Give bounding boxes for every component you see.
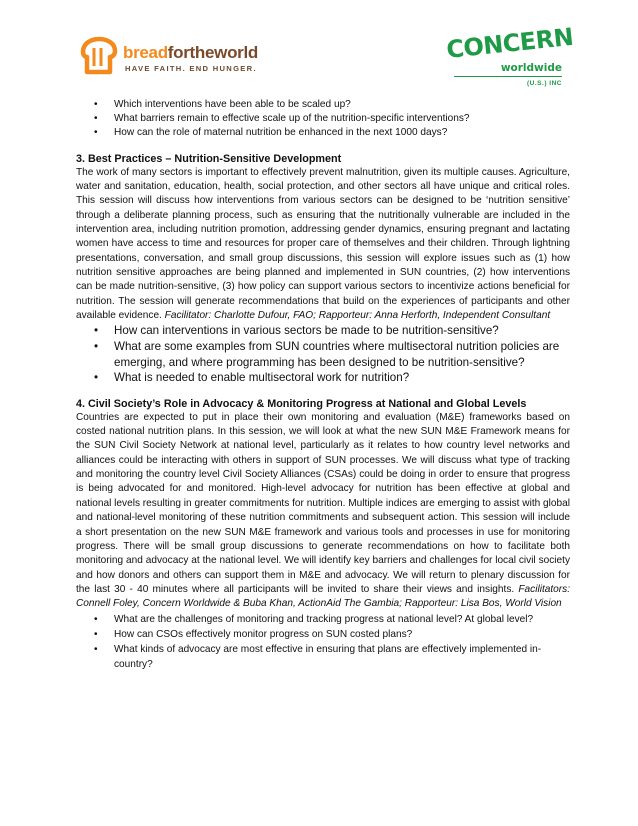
document-body [76, 98, 570, 672]
bread-for-the-world-logo [77, 34, 267, 80]
bftw-tagline: HAVE FAITH. END HUNGER. [125, 64, 257, 73]
section-4-bullet-list [76, 612, 570, 672]
section-3-body: The work of many sectors is important to effectively prevent malnutrition, given its multiple causes. Agriculture, water and sanitation, education, health, social protection, and other sectors all have unique and critical roles. This session will discuss how interventions from various sectors can be designed to be ‘nutrition sensitive’ through a deliberate planning process, such as ensuring that the nutritionally vulnerable are included in the intervention area, including nutrition promotion, addressing gender dynamics, ensuring pregnant and lactating women have access to time and resources for proper care of themselves and their children. Through lightning presentations, conversation, and small group discussions, this session will explore issues such as (1) how nutrition sensitive approaches are being planned and implemented in SUN countries, (2) how interventions can be made nutrition-sensitive, (3) how policy can support various sectors to incentivize actions beneficial for nutrition. The session will generate recommendations that build on the experiences of participants and other available evidence. Facilitator: Charlotte Dufour, FAO; Rapporteur: Anna Herforth, Independent Consultant [76, 166, 570, 322]
list-item: • Which interventions have been able to be scaled up? [76, 98, 570, 112]
intro-bullet-list [76, 98, 570, 141]
list-item: • What kinds of advocacy are most effective in ensuring that plans are effectively implemented in-country? [76, 642, 570, 672]
section-3-bullet-list [76, 323, 570, 385]
bftw-wordmark: breadfortheworld [123, 43, 258, 62]
list-item: • How can CSOs effectively monitor progress on SUN costed plans? [76, 627, 570, 642]
list-item: • What are some examples from SUN countries where multisectoral nutrition policies are emerging, and where programming has been designed to be nutrition-sensitive? [76, 339, 570, 370]
concern-divider [454, 76, 562, 77]
concern-subtitle: worldwide [500, 62, 562, 74]
concern-country: (U.S.) INC [527, 80, 562, 87]
bread-loaf-icon [77, 36, 119, 76]
concern-worldwide-logo [445, 22, 575, 92]
list-item: • How can interventions in various sectors be made to be nutrition-sensitive? [76, 323, 570, 339]
list-item: • How can the role of maternal nutrition be enhanced in the next 1000 days? [76, 126, 570, 140]
section-3-heading: 3. Best Practices – Nutrition-Sensitive Development [76, 152, 342, 165]
section-3-facilitator: Facilitator: Charlotte Dufour, FAO; Rapporteur: Anna Herforth, Independent Consultant [164, 310, 551, 322]
section-4-heading: 4. Civil Society’s Role in Advocacy & Monitoring Progress at National and Global Levels [76, 397, 527, 410]
list-item: • What is needed to enable multisectoral work for nutrition? [76, 370, 570, 386]
section-4-facilitator: Facilitators: Connell Foley, Concern Worldwide & Buba Khan, ActionAid The Gambia; Rapporteur: Lisa Bos, World Vision [76, 583, 570, 610]
list-item: • What barriers remain to effective scale up of the nutrition-specific interventions? [76, 112, 570, 126]
list-item: • What are the challenges of monitoring and tracking progress at national level? At global level? [76, 612, 570, 627]
section-4-body: Countries are expected to put in place their own monitoring and evaluation (M&E) frameworks based on costed national nutrition plans. In this session, we will look at what the new SUN M&E Framework means for the SUN Civil Society Network at national level, particularly as it relates to how country level networks and alliances could be interacting with others in support of SUN processes. We will discuss what type of tracking and monitoring the country level Civil Society Alliances (CSAs) could be doing in order to ensure that progress is being advocated for and monitored. High-level advocacy for nutrition has been effective at global and national levels resulting in greater commitments for nutrition. Multiple indices are emerging to assist with global and national-level monitoring of these nutrition commitments and subsequent action. This session will include a short presentation on the new SUN M&E framework and various tools and processes in use for monitoring progress. There will be small group discussions to generate recommendations on how to facilitate both monitoring and advocacy at the national level. We will identify key barriers and challenges for local civil society and how donors and others can support them in M&E and advocacy. We will return to plenary discussion for the last 30 - 40 minutes where all participants will be invited to share their views and insights. Facilitators: Connell Foley, Concern Worldwide & Buba Khan, ActionAid The Gambia; Rapporteur: Lisa Bos, World Vision [76, 411, 570, 610]
concern-wordmark: CONCERN [445, 22, 575, 64]
